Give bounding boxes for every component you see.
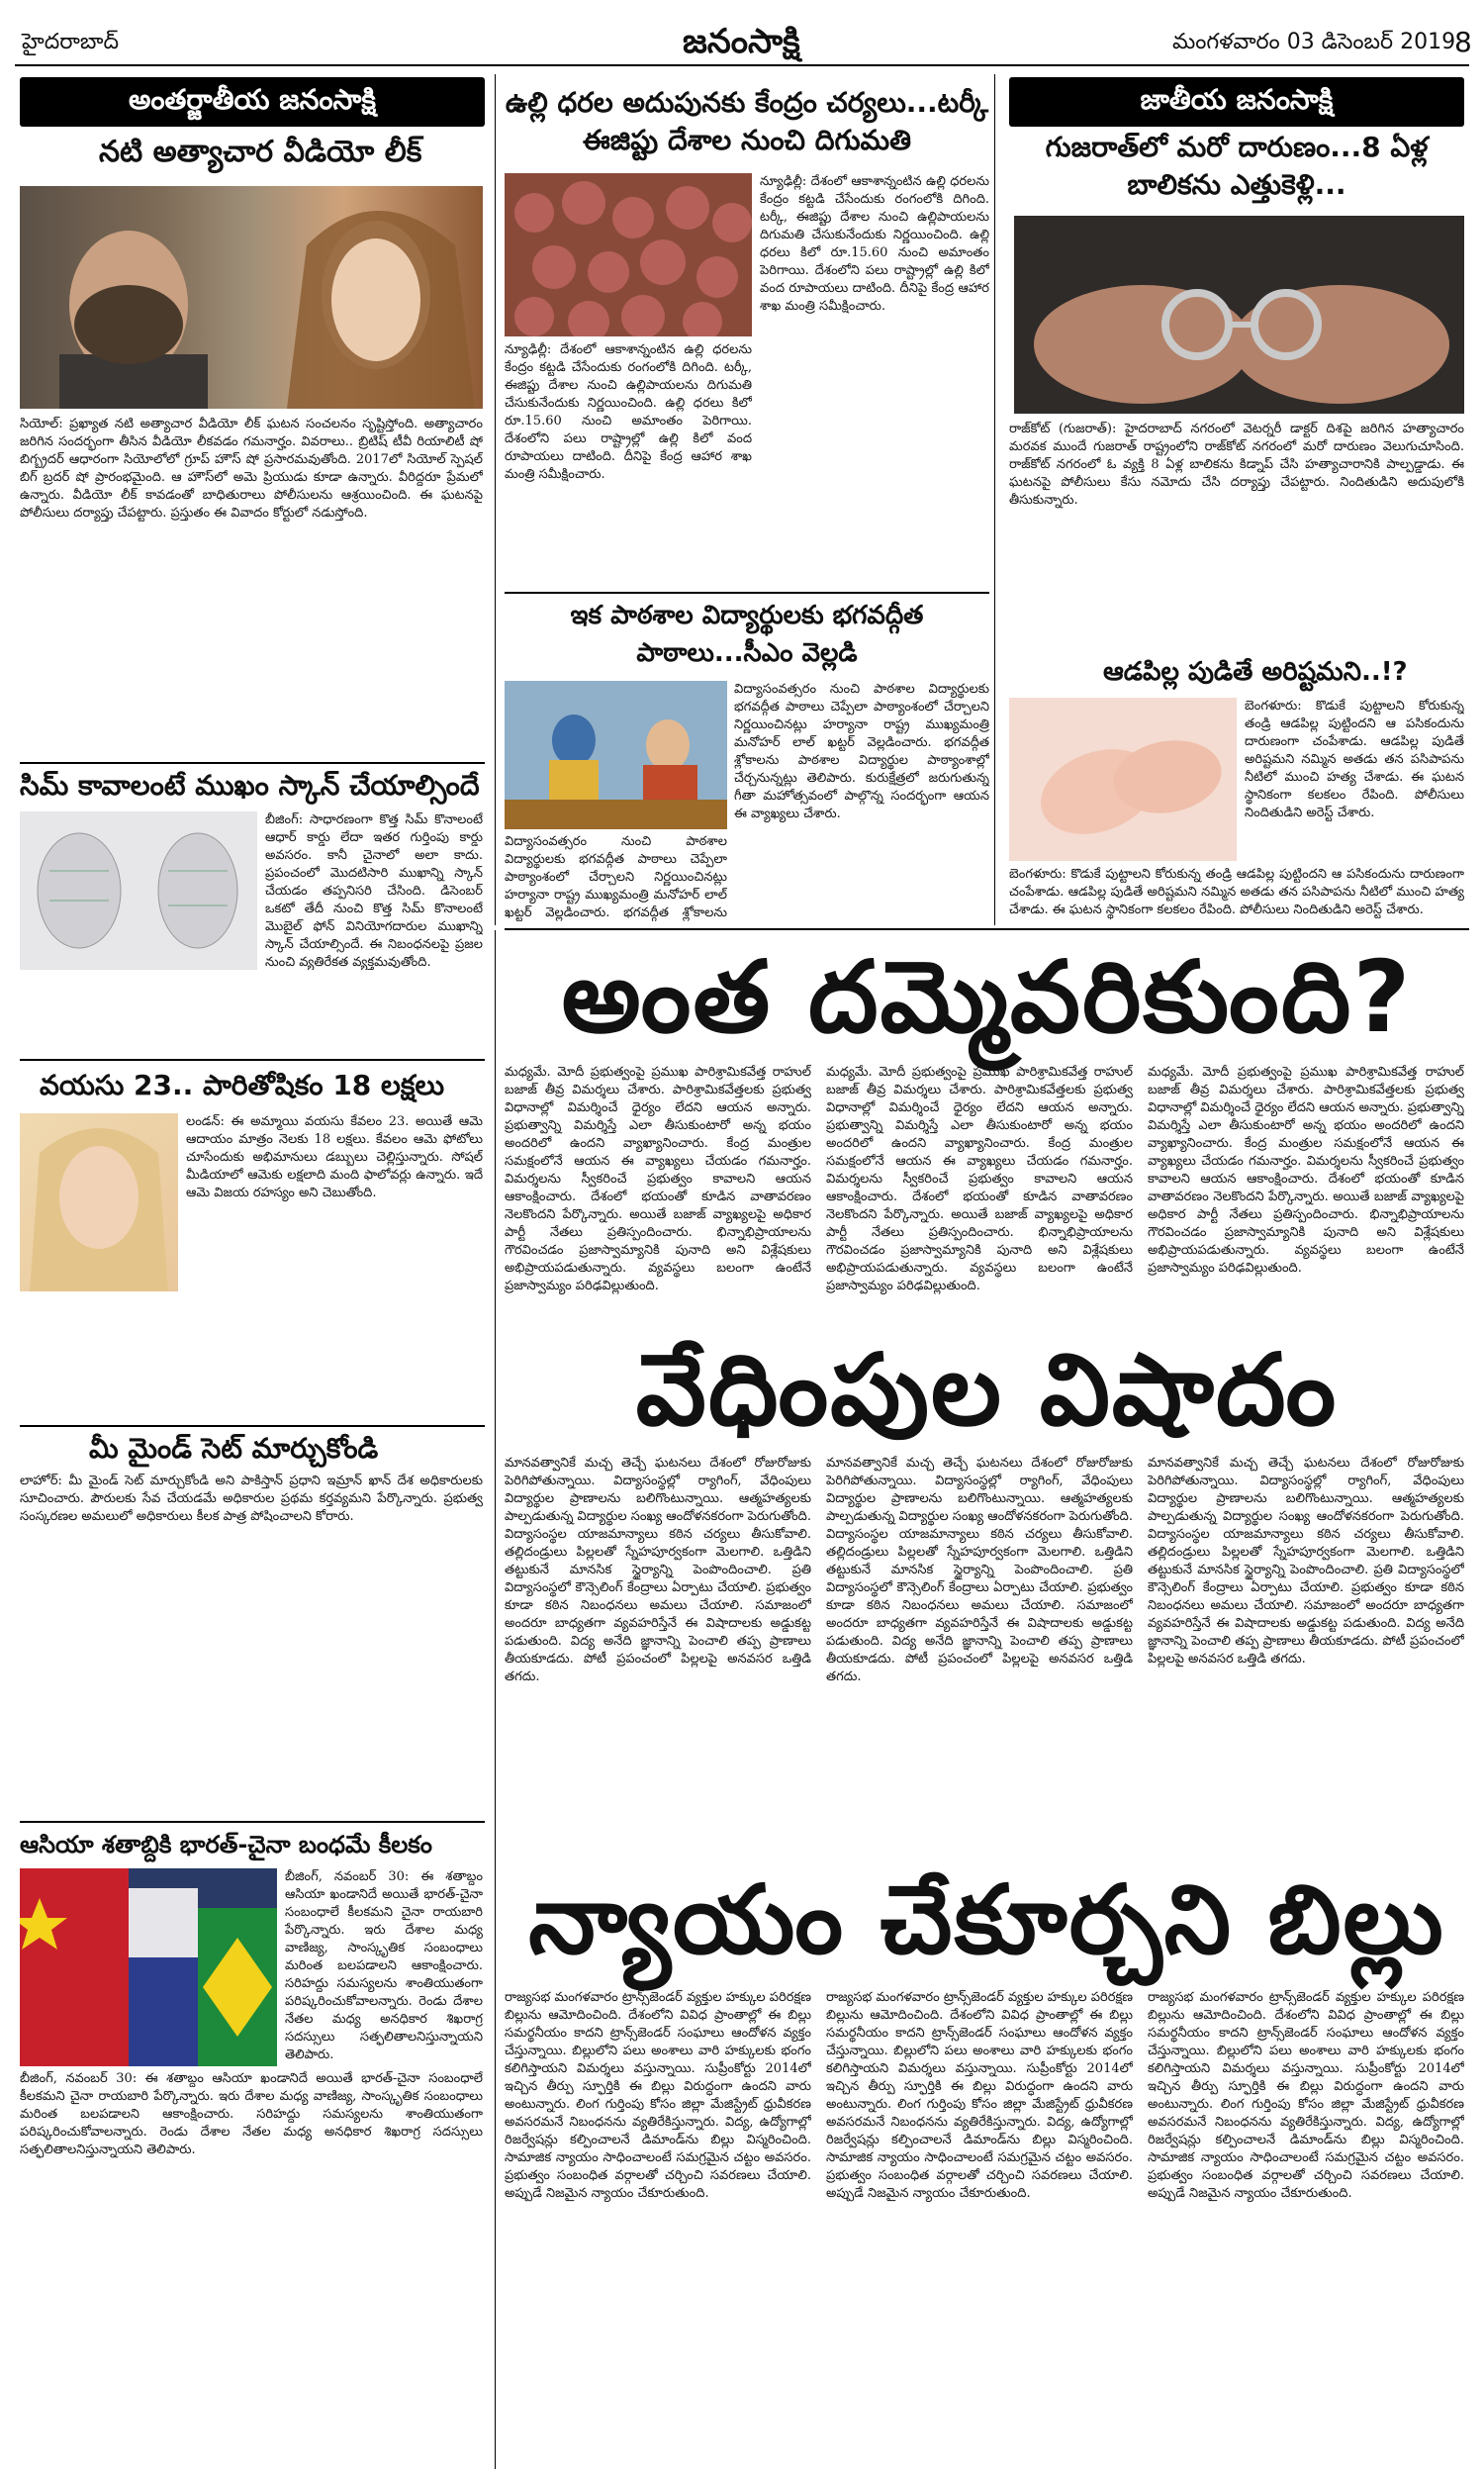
article-body: బీజింగ్: సాధారణంగా కొత్త సిమ్ కొనాలంటే ఆధార్ కార్డు లేదా ఇతర గుర్తింపు కార్డు అవసరం. కానీ చైనాలో అలా కాదు. ప్రపంచంలో మొదటిసారి ముఖాన్ని స్కాన్ చేయడం తప్పనిసరి చేసింది. డిసెంబర్ ఒకటో తేదీ నుంచి కొత్త సిమ్ కొనాలంటే మొబైల్ ఫోన్ వినియోగదారుల ముఖాన్ని స్కాన్ చేయాల్సిందే. ఈ నిబంధనలపై ప్రజల నుంచి వ్యతిరేకత వ్యక్తమవుతోంది. <box>265 812 483 970</box>
face-scan-illustration <box>20 811 257 970</box>
divider <box>20 1059 485 1061</box>
flags-photo <box>20 1868 277 2066</box>
article-headline: ఇక పాఠశాల విద్యార్థులకు భగవద్గీత పాఠాలు...సీఎం వెల్లడి <box>570 601 924 668</box>
editorial-body-continued: రాజ్యసభ మంగళవారం ట్రాన్స్‌జెండర్ వ్యక్తుల హక్కుల పరిరక్షణ బిల్లును ఆమోదించింది. దేశంలోని వివిధ ప్రాంతాల్లో ఈ బిల్లు సమర్థనీయం కాదని ట్రాన్స్‌జెండర్ సంఘాలు ఆందోళన వ్యక్తం చేస్తున్నాయి. బిల్లులోని పలు అంశాలు వారి హక్కులకు భంగం కలిగిస్తాయని విమర్శలు వస్తున్నాయి. సుప్రీంకోర్టు 2014లో ఇచ్చిన తీర్పు స్ఫూర్తికి ఈ బిల్లు విరుద్ధంగా ఉందని వారు అంటున్నారు. లింగ గుర్తింపు కోసం జిల్లా మేజిస్ట్రేట్ ధ్రువీకరణ అవసరమనే నిబంధనను వ్యతిరేకిస్తున్నారు. విద్య, ఉద్యోగాల్లో రిజర్వేషన్లు కల్పించాలనే డిమాండ్‌ను బిల్లు విస్మరించింది. సామాజిక న్యాయం సాధించాలంటే సమగ్రమైన చట్టం అవసరం. ప్రభుత్వం సంబంధిత వర్గాలతో చర్చించి సవరణలు చేయాలి. అప్పుడే నిజమైన న్యాయం చేకూరుతుంది. <box>1148 1990 1464 2201</box>
article-body: న్యూఢిల్లీ: దేశంలో ఆకాశాన్నంటిన ఉల్లి ధరలను కేంద్రం కట్టడి చేసేందుకు రంగంలోకి దిగింది. టర్కీ, ఈజిప్టు దేశాల నుంచి ఉల్లిపాయలను దిగుమతి చేసుకునేందుకు నిర్ణయించింది. ఉల్లి ధరలు కిలో రూ.15.60 నుంచి అమాంతం పెరిగాయి. దేశంలోని పలు రాష్ట్రాల్లో ఉల్లి కిలో వంద రూపాయలు దాటింది. దీనిపై కేంద్ర ఆహార శాఖ మంత్రి సమీక్షించారు. <box>505 342 752 482</box>
article-headline: మీ మైండ్ సెట్ మార్చుకోండి <box>89 1432 379 1465</box>
article-body-continued: న్యూఢిల్లీ: దేశంలో ఆకాశాన్నంటిన ఉల్లి ధరలను కేంద్రం కట్టడి చేసేందుకు రంగంలోకి దిగింది. టర్కీ, ఈజిప్టు దేశాల నుంచి ఉల్లిపాయలను దిగుమతి చేసుకునేందుకు నిర్ణయించింది. ఉల్లి ధరలు కిలో రూ.15.60 నుంచి అమాంతం పెరిగాయి. దేశంలోని పలు రాష్ట్రాల్లో ఉల్లి కిలో వంద రూపాయలు దాటింది. దీనిపై కేంద్ర ఆహార శాఖ మంత్రి సమీక్షించారు. <box>760 174 989 314</box>
article-body: విద్యాసంవత్సరం నుంచి పాఠశాల విద్యార్థులకు భగవద్గీత పాఠాలు చెప్పేలా పాఠ్యాంశంలో చేర్చాలని నిర్ణయించినట్లు హర్యానా రాష్ట్ర ముఖ్యమంత్రి మనోహర్ లాల్ ఖట్టర్ వెల్లడించారు. భగవద్గీత శ్లోకాలను పాఠశాల విద్యార్థుల పాఠ్యాంశాల్లో చేర్చనున్నట్లు తెలిపారు. కురుక్షేత్రలో జరుగుతున్న గీతా మహోత్సవంలో పాల్గొన్న సందర్భంగా ఆయన ఈ వ్యాఖ్యలు చేశారు. <box>734 682 989 821</box>
article-body: రాజ్‌కోట్ (గుజరాత్): హైదరాబాద్ నగరంలో వెటర్నరీ డాక్టర్ దిశపై జరిగిన హత్యాచారం మరవక ముందే గుజరాత్ రాష్ట్రంలోని రాజ్‌కోట్ నగరంలో మరో దారుణం వెలుగుచూసింది. రాజ్‌కోట్ నగరంలో ఓ వ్యక్తి 8 ఏళ్ల బాలికను కిడ్నాప్ చేసి హత్యాచారానికి పాల్పడ్డాడు. ఈ ఘటనపై పోలీసులు కేసు నమోదు చేసి దర్యాప్తు చేపట్టారు. నిందితుడిని అదుపులోకి తీసుకున్నారు. <box>1009 422 1464 508</box>
editorial-body: రాజ్యసభ మంగళవారం ట్రాన్స్‌జెండర్ వ్యక్తుల హక్కుల పరిరక్షణ బిల్లును ఆమోదించింది. దేశంలోని వివిధ ప్రాంతాల్లో ఈ బిల్లు సమర్థనీయం కాదని ట్రాన్స్‌జెండర్ సంఘాలు ఆందోళన వ్యక్తం చేస్తున్నాయి. బిల్లులోని పలు అంశాలు వారి హక్కులకు భంగం కలిగిస్తాయని విమర్శలు వస్తున్నాయి. సుప్రీంకోర్టు 2014లో ఇచ్చిన తీర్పు స్ఫూర్తికి ఈ బిల్లు విరుద్ధంగా ఉందని వారు అంటున్నారు. లింగ గుర్తింపు కోసం జిల్లా మేజిస్ట్రేట్ ధ్రువీకరణ అవసరమనే నిబంధనను వ్యతిరేకిస్తున్నారు. విద్య, ఉద్యోగాల్లో రిజర్వేషన్లు కల్పించాలనే డిమాండ్‌ను బిల్లు విస్మరించింది. సామాజిక న్యాయం సాధించాలంటే సమగ్రమైన చట్టం అవసరం. ప్రభుత్వం సంబంధిత వర్గాలతో చర్చించి సవరణలు చేయాలి. అప్పుడే నిజమైన న్యాయం చేకూరుతుంది. <box>505 1990 811 2201</box>
woman-photo <box>20 1113 178 1291</box>
editorial-body-continued: మానవత్వానికే మచ్చ తెచ్చే ఘటనలు దేశంలో రోజురోజుకు పెరిగిపోతున్నాయి. విద్యాసంస్థల్లో ర్యాగింగ్, వేధింపులు విద్యార్థుల ప్రాణాలను బలిగొంటున్నాయి. ఆత్మహత్యలకు పాల్పడుతున్న విద్యార్థుల సంఖ్య ఆందోళనకరంగా పెరుగుతోంది. విద్యాసంస్థల యాజమాన్యాలు కఠిన చర్యలు తీసుకోవాలి. తల్లిదండ్రులు పిల్లలతో స్నేహపూర్వకంగా మెలగాలి. ఒత్తిడిని తట్టుకునే మానసిక స్థైర్యాన్ని పెంపొందించాలి. ప్రతి విద్యాసంస్థలో కౌన్సెలింగ్ కేంద్రాలు ఏర్పాటు చేయాలి. ప్రభుత్వం కూడా కఠిన నిబంధనలు అమలు చేయాలి. సమాజంలో అందరూ బాధ్యతగా వ్యవహరిస్తేనే ఈ విషాదాలకు అడ్డుకట్ట పడుతుంది. విద్య అనేది జ్ఞానాన్ని పెంచాలి తప్ప ప్రాణాలు తీయకూడదు. పోటీ ప్రపంచంలో పిల్లలపై అనవసర ఒత్తిడి తగదు. <box>826 1456 1133 1684</box>
article-body: బెంగళూరు: కొడుకే పుట్టాలని కోరుకున్న తండ్రి ఆడపిల్ల పుట్టిందని ఆ పసికందును దారుణంగా చంపేశాడు. ఆడపిల్ల పుడితే అరిష్టమని నమ్మిన అతడు తన పసిపాపను నీటిలో ముంచి హత్య చేశాడు. ఈ ఘటన స్థానికంగా కలకలం రేపింది. పోలీసులు నిందితుడిని అరెస్ట్ చేశారు. <box>1245 699 1464 820</box>
article-body: సియోల్: ప్రఖ్యాత నటి అత్యాచార వీడియో లీక్ ఘటన సంచలనం సృష్టిస్తోంది. అత్యాచారం జరిగిన సందర్భంగా తీసిన వీడియో లీకవడం గమనార్హం. వివరాలు.. బ్రిటిష్ టీవీ రియాలిటీ షో బిగ్బ్రదర్ ఆధారంగా సియోలోలో గ్రూప్ హౌస్ షో ప్రసారమవుతోంది. 2017లో సియోల్ స్పెషల్ బిగ్ బ్రదర్ షో ప్రారంభమైంది. ఆ హౌస్‌లో అమె ప్రియుడు కూడా ఉన్నారు. వీరిద్దరూ ప్రేమలో ఉన్నారు. వీడియో లీక్ కావడంతో బాధితురాలు పోలీసులను ఆశ్రయించింది. ఈ ఘటనపై పోలీసులు దర్యాప్తు చేపట్టారు. ప్రస్తుతం ఈ వివాదం కోర్టులో నడుస్తోంది. <box>20 417 483 521</box>
header-date: మంగళవారం 03 డిసెంబర్ 2019 <box>1172 30 1456 54</box>
editorial-body: మధ్యమే. మోదీ ప్రభుత్వంపై ప్రముఖ పారిశ్రామికవేత్త రాహుల్ బజాజ్ తీవ్ర విమర్శలు చేశారు. పారిశ్రామికవేత్తలకు ప్రభుత్వ విధానాల్లో విమర్శించే ధైర్యం లేదని ఆయన అన్నారు. ప్రభుత్వాన్ని విమర్శిస్తే ఎలా తీసుకుంటారో అన్న భయం అందరిలో ఉందని వ్యాఖ్యానించారు. కేంద్ర మంత్రుల సమక్షంలోనే ఆయన ఈ వ్యాఖ్యలు చేయడం గమనార్హం. విమర్శలను స్వీకరించే ప్రభుత్వం కావాలని ఆయన ఆకాంక్షించారు. దేశంలో భయంతో కూడిన వాతావరణం నెలకొందని పేర్కొన్నారు. అయితే బజాజ్ వ్యాఖ్యలపై అధికార పార్టీ నేతలు ప్రతిస్పందించారు. భిన్నాభిప్రాయాలను గౌరవించడం ప్రజాస్వామ్యానికి పునాది అని విశ్లేషకులు అభిప్రాయపడుతున్నారు. వ్యవస్థలు బలంగా ఉంటేనే ప్రజాస్వామ్యం పరిఢవిల్లుతుంది. <box>505 1065 811 1293</box>
face-scan-image <box>20 811 257 970</box>
article-headline: సిమ్ కావాలంటే ముఖం స్కాన్ చేయాల్సిందే <box>20 769 480 802</box>
header-city: హైదరాబాద్ <box>22 30 119 54</box>
section-national: జాతీయ జనంసాక్షి <box>1009 77 1464 127</box>
article-body: లాహోర్: మీ మైండ్ సెట్ మార్చుకోండి అని పాకిస్తాన్ ప్రధాని ఇమ్రాన్ ఖాన్ దేశ అధికారులకు సూచించారు. పౌరులకు సేవ చేయడమే అధికారుల ప్రథమ కర్తవ్యమని పేర్కొన్నారు. ప్రభుత్వ సంస్కరణల అమలులో అధికారులు కీలక పాత్ర పోషించాలని కోరారు. <box>20 1474 483 1524</box>
article-headline: ఆడపిల్ల పుడితే అరిష్టమని..!? <box>1103 657 1408 687</box>
woman-photo-illustration <box>20 1113 178 1291</box>
photo-illustration <box>20 186 483 409</box>
editorial-body: మానవత్వానికే మచ్చ తెచ్చే ఘటనలు దేశంలో రోజురోజుకు పెరిగిపోతున్నాయి. విద్యాసంస్థల్లో ర్యాగింగ్, వేధింపులు విద్యార్థుల ప్రాణాలను బలిగొంటున్నాయి. ఆత్మహత్యలకు పాల్పడుతున్న విద్యార్థుల సంఖ్య ఆందోళనకరంగా పెరుగుతోంది. విద్యాసంస్థల యాజమాన్యాలు కఠిన చర్యలు తీసుకోవాలి. తల్లిదండ్రులు పిల్లలతో స్నేహపూర్వకంగా మెలగాలి. ఒత్తిడిని తట్టుకునే మానసిక స్థైర్యాన్ని పెంపొందించాలి. ప్రతి విద్యాసంస్థలో కౌన్సెలింగ్ కేంద్రాలు ఏర్పాటు చేయాలి. ప్రభుత్వం కూడా కఠిన నిబంధనలు అమలు చేయాలి. సమాజంలో అందరూ బాధ్యతగా వ్యవహరిస్తేనే ఈ విషాదాలకు అడ్డుకట్ట పడుతుంది. విద్య అనేది జ్ఞానాన్ని పెంచాలి తప్ప ప్రాణాలు తీయకూడదు. పోటీ ప్రపంచంలో పిల్లలపై అనవసర ఒత్తిడి తగదు. <box>505 1456 811 1684</box>
divider <box>505 592 989 594</box>
page-number: 8 <box>1454 26 1472 58</box>
divider <box>20 762 485 764</box>
section-international: అంతర్జాతీయ జనంసాక్షి <box>20 77 485 127</box>
article-headline: ఉల్లి ధరల అదుపునకు కేంద్రం చర్యలు...టర్కీ ఈజిప్టు దేశాల నుంచి దిగుమతి <box>505 86 989 156</box>
article-headline: ఆసియా శతాబ్దికి భారత్-చైనా బంధమే కీలకం <box>20 1831 432 1858</box>
divider <box>505 928 1469 930</box>
column-divider <box>495 74 496 925</box>
onion-illustration <box>505 173 752 336</box>
article-body-continued: విద్యాసంవత్సరం నుంచి పాఠశాల విద్యార్థులకు భగవద్గీత పాఠాలు చెప్పేలా పాఠ్యాంశంలో చేర్చాలని నిర్ణయించినట్లు హర్యానా రాష్ట్ర ముఖ్యమంత్రి మనోహర్ లాల్ ఖట్టర్ వెల్లడించారు. భగవద్గీత శ్లోకాలను <box>505 834 727 920</box>
handcuffs-photo <box>1014 216 1464 414</box>
column-divider <box>994 74 995 925</box>
gita-illustration <box>505 681 727 829</box>
article-body-continued: బీజింగ్, నవంబర్ 30: ఈ శతాబ్దం ఆసియా ఖండానిదే అయితే భారత్-చైనా సంబంధాలే కీలకమని చైనా రాయబారి పేర్కొన్నారు. ఇరు దేశాల మధ్య వాణిజ్య, సాంస్కృతిక సంబంధాలు మరింత బలపడాలని ఆకాంక్షించారు. సరిహద్దు సమస్యలను శాంతియుతంగా పరిష్కరించుకోవాలన్నారు. రెండు దేశాల నేతల మధ్య అనధికార శిఖరాగ్ర సదస్సులు సత్ఫలితాలనిస్తున్నాయని తెలిపారు. <box>20 2071 483 2157</box>
editorial-body-continued: మానవత్వానికే మచ్చ తెచ్చే ఘటనలు దేశంలో రోజురోజుకు పెరిగిపోతున్నాయి. విద్యాసంస్థల్లో ర్యాగింగ్, వేధింపులు విద్యార్థుల ప్రాణాలను బలిగొంటున్నాయి. ఆత్మహత్యలకు పాల్పడుతున్న విద్యార్థుల సంఖ్య ఆందోళనకరంగా పెరుగుతోంది. విద్యాసంస్థల యాజమాన్యాలు కఠిన చర్యలు తీసుకోవాలి. తల్లిదండ్రులు పిల్లలతో స్నేహపూర్వకంగా మెలగాలి. ఒత్తిడిని తట్టుకునే మానసిక స్థైర్యాన్ని పెంపొందించాలి. ప్రతి విద్యాసంస్థలో కౌన్సెలింగ్ కేంద్రాలు ఏర్పాటు చేయాలి. ప్రభుత్వం కూడా కఠిన నిబంధనలు అమలు చేయాలి. సమాజంలో అందరూ బాధ్యతగా వ్యవహరిస్తేనే ఈ విషాదాలకు అడ్డుకట్ట పడుతుంది. విద్య అనేది జ్ఞానాన్ని పెంచాలి తప్ప ప్రాణాలు తీయకూడదు. పోటీ ప్రపంచంలో పిల్లలపై అనవసర ఒత్తిడి తగదు. <box>1148 1456 1464 1666</box>
baby-feet-photo <box>1009 698 1237 861</box>
editorial-body-continued: రాజ్యసభ మంగళవారం ట్రాన్స్‌జెండర్ వ్యక్తుల హక్కుల పరిరక్షణ బిల్లును ఆమోదించింది. దేశంలోని వివిధ ప్రాంతాల్లో ఈ బిల్లు సమర్థనీయం కాదని ట్రాన్స్‌జెండర్ సంఘాలు ఆందోళన వ్యక్తం చేస్తున్నాయి. బిల్లులోని పలు అంశాలు వారి హక్కులకు భంగం కలిగిస్తాయని విమర్శలు వస్తున్నాయి. సుప్రీంకోర్టు 2014లో ఇచ్చిన తీర్పు స్ఫూర్తికి ఈ బిల్లు విరుద్ధంగా ఉందని వారు అంటున్నారు. లింగ గుర్తింపు కోసం జిల్లా మేజిస్ట్రేట్ ధ్రువీకరణ అవసరమనే నిబంధనను వ్యతిరేకిస్తున్నారు. విద్య, ఉద్యోగాల్లో రిజర్వేషన్లు కల్పించాలనే డిమాండ్‌ను బిల్లు విస్మరించింది. సామాజిక న్యాయం సాధించాలంటే సమగ్రమైన చట్టం అవసరం. ప్రభుత్వం సంబంధిత వర్గాలతో చర్చించి సవరణలు చేయాలి. అప్పుడే నిజమైన న్యాయం చేకూరుతుంది. <box>826 1990 1133 2201</box>
divider <box>20 1425 485 1427</box>
article-headline: గుజరాత్‌లో మరో దారుణం...8 ఏళ్ల బాలికను ఎత్తుకెళ్లి... <box>1045 131 1429 201</box>
editorial-body-continued: మధ్యమే. మోదీ ప్రభుత్వంపై ప్రముఖ పారిశ్రామికవేత్త రాహుల్ బజాజ్ తీవ్ర విమర్శలు చేశారు. పారిశ్రామికవేత్తలకు ప్రభుత్వ విధానాల్లో విమర్శించే ధైర్యం లేదని ఆయన అన్నారు. ప్రభుత్వాన్ని విమర్శిస్తే ఎలా తీసుకుంటారో అన్న భయం అందరిలో ఉందని వ్యాఖ్యానించారు. కేంద్ర మంత్రుల సమక్షంలోనే ఆయన ఈ వ్యాఖ్యలు చేయడం గమనార్హం. విమర్శలను స్వీకరించే ప్రభుత్వం కావాలని ఆయన ఆకాంక్షించారు. దేశంలో భయంతో కూడిన వాతావరణం నెలకొందని పేర్కొన్నారు. అయితే బజాజ్ వ్యాఖ్యలపై అధికార పార్టీ నేతలు ప్రతిస్పందించారు. భిన్నాభిప్రాయాలను గౌరవించడం ప్రజాస్వామ్యానికి పునాది అని విశ్లేషకులు అభిప్రాయపడుతున్నారు. వ్యవస్థలు బలంగా ఉంటేనే ప్రజాస్వామ్యం పరిఢవిల్లుతుంది. <box>1148 1065 1464 1276</box>
baby-feet-illustration <box>1009 698 1237 861</box>
editorial-headline: అంత దమ్మెవరికుంది? <box>561 939 1413 1055</box>
article-body: బీజింగ్, నవంబర్ 30: ఈ శతాబ్దం ఆసియా ఖండానిదే అయితే భారత్-చైనా సంబంధాలే కీలకమని చైనా రాయబారి పేర్కొన్నారు. ఇరు దేశాల మధ్య వాణిజ్య, సాంస్కృతిక సంబంధాలు మరింత బలపడాలని ఆకాంక్షించారు. సరిహద్దు సమస్యలను శాంతియుతంగా పరిష్కరించుకోవాలన్నారు. రెండు దేశాల నేతల మధ్య అనధికార శిఖరాగ్ర సదస్సులు సత్ఫలితాలనిస్తున్నాయని తెలిపారు. <box>285 1869 483 2062</box>
gita-painting <box>505 681 727 829</box>
article-headline: వయసు 23.. పారితోషికం 18 లక్షలు <box>40 1069 445 1101</box>
column-divider <box>495 930 496 2469</box>
article-body: లండన్: ఈ అమ్మాయి వయసు కేవలం 23. అయితే ఆమె ఆదాయం మాత్రం నెలకు 18 లక్షలు. కేవలం ఆమె ఫోటోలు చూసేందుకు అభిమానులు డబ్బులు చెల్లిస్తున్నారు. సోషల్ మీడియాలో ఆమెకు లక్షలాది మంది ఫాలోవర్లు ఉన్నారు. ఇదే ఆమె విజయ రహస్యం అని చెబుతోంది. <box>186 1114 483 1200</box>
celebrity-photo <box>20 186 483 409</box>
masthead-title: జనంసాక్షి <box>683 22 800 61</box>
article-headline: నటి అత్యాచార వీడియో లీక్ <box>99 135 422 169</box>
article-body-continued: బెంగళూరు: కొడుకే పుట్టాలని కోరుకున్న తండ్రి ఆడపిల్ల పుట్టిందని ఆ పసికందును దారుణంగా చంపేశాడు. ఆడపిల్ల పుడితే అరిష్టమని నమ్మిన అతడు తన పసిపాపను నీటిలో ముంచి హత్య చేశాడు. ఈ ఘటన స్థానికంగా కలకలం రేపింది. పోలీసులు నిందితుడిని అరెస్ట్ చేశారు. <box>1009 867 1464 917</box>
editorial-headline: వేధింపుల విషాదం <box>635 1332 1339 1448</box>
header-rule <box>15 64 1469 66</box>
handcuffs-illustration <box>1014 216 1464 414</box>
editorial-body-continued: మధ్యమే. మోదీ ప్రభుత్వంపై ప్రముఖ పారిశ్రామికవేత్త రాహుల్ బజాజ్ తీవ్ర విమర్శలు చేశారు. పారిశ్రామికవేత్తలకు ప్రభుత్వ విధానాల్లో విమర్శించే ధైర్యం లేదని ఆయన అన్నారు. ప్రభుత్వాన్ని విమర్శిస్తే ఎలా తీసుకుంటారో అన్న భయం అందరిలో ఉందని వ్యాఖ్యానించారు. కేంద్ర మంత్రుల సమక్షంలోనే ఆయన ఈ వ్యాఖ్యలు చేయడం గమనార్హం. విమర్శలను స్వీకరించే ప్రభుత్వం కావాలని ఆయన ఆకాంక్షించారు. దేశంలో భయంతో కూడిన వాతావరణం నెలకొందని పేర్కొన్నారు. అయితే బజాజ్ వ్యాఖ్యలపై అధికార పార్టీ నేతలు ప్రతిస్పందించారు. భిన్నాభిప్రాయాలను గౌరవించడం ప్రజాస్వామ్యానికి పునాది అని విశ్లేషకులు అభిప్రాయపడుతున్నారు. వ్యవస్థలు బలంగా ఉంటేనే ప్రజాస్వామ్యం పరిఢవిల్లుతుంది. <box>826 1065 1133 1293</box>
divider <box>20 1821 485 1823</box>
editorial-headline: న్యాయం చేకూర్చని బిల్లు <box>528 1864 1445 1975</box>
onion-photo <box>505 173 752 336</box>
flags-illustration <box>20 1868 277 2066</box>
